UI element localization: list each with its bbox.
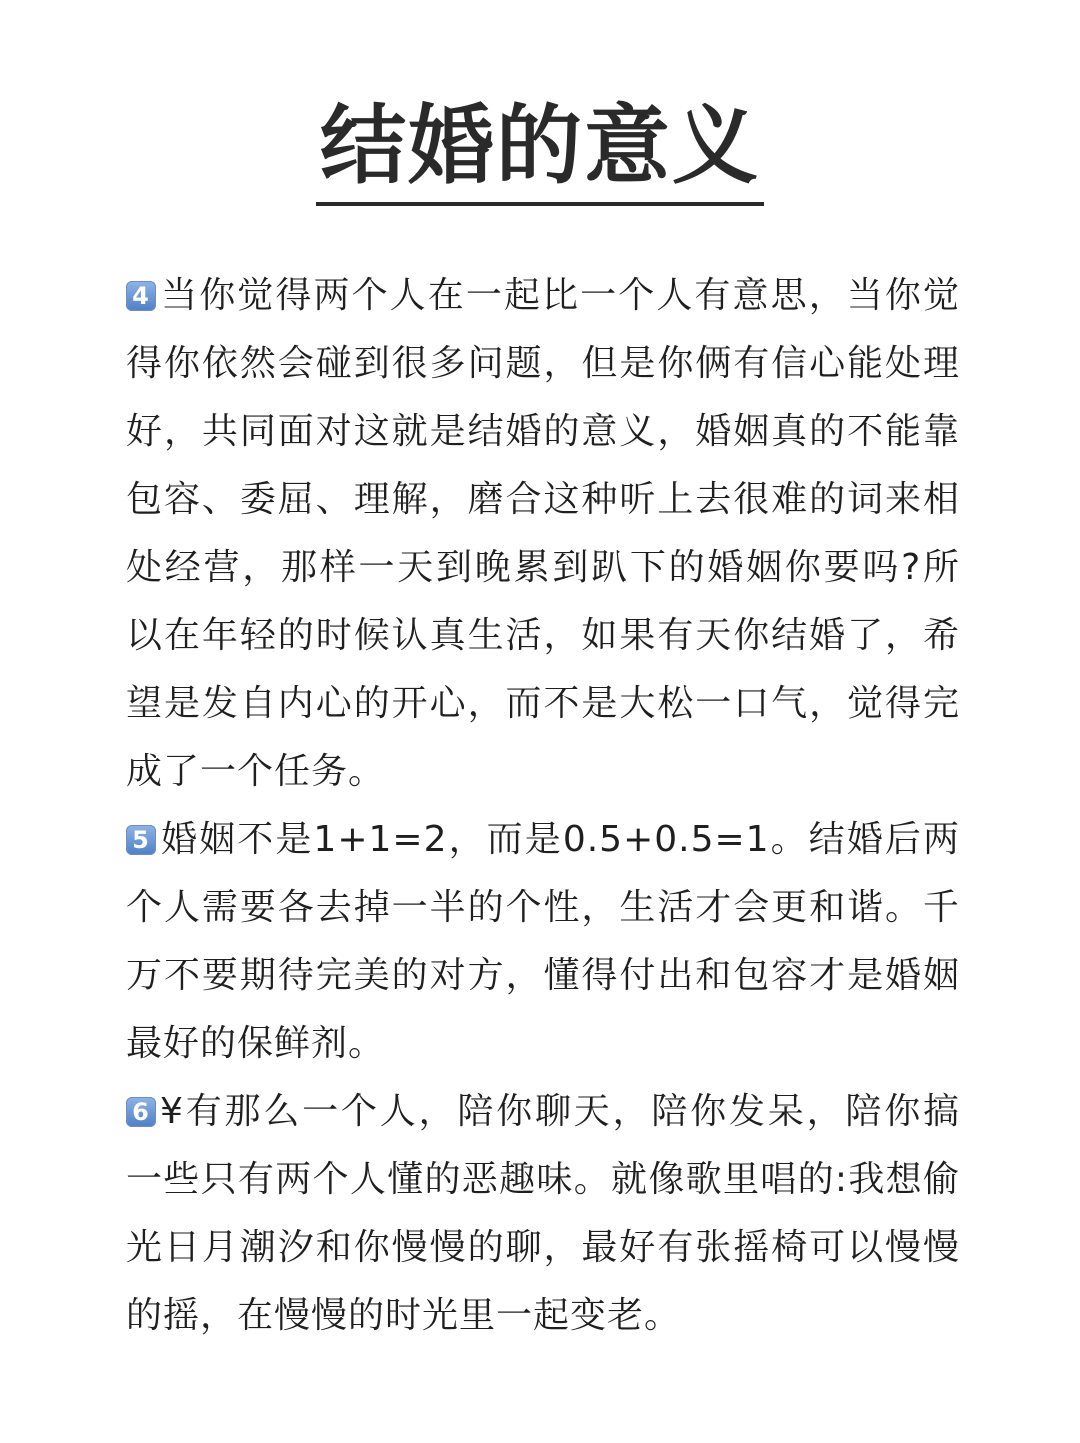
number-6-keycap-icon: 6 <box>126 1097 156 1127</box>
paragraph-6 <box>126 1078 960 1350</box>
article-body <box>126 262 960 1350</box>
paragraph-6-text: ¥有那么一个人，陪你聊天，陪你发呆，陪你搞一些只有两个人懂的恶趣味。就像歌里唱的:我想偷光日月潮汐和你慢慢的聊，最好有张摇椅可以慢慢的摇，在慢慢的时光里一起变老。 <box>126 1091 960 1336</box>
paragraph-5-text: 婚姻不是1+1=2，而是0.5+0.5=1。结婚后两个人需要各去掉一半的个性，生活才会更和谐。千万不要期待完美的对方，懂得付出和包容才是婚姻最好的保鲜剂。 <box>126 819 960 1064</box>
paragraph-4-text: 当你觉得两个人在一起比一个人有意思，当你觉得你依然会碰到很多问题，但是你俩有信心能处理好，共同面对这就是结婚的意义，婚姻真的不能靠包容、委屈、理解，磨合这种听上去很难的词来相处经营，那样一天到晚累到趴下的婚姻你要吗?所以在年轻的时候认真生活，如果有天你结婚了，希望是发自内心的开心，而不是大松一口气，觉得完成了一个任务。 <box>126 275 960 792</box>
paragraph-4 <box>126 262 960 806</box>
number-4-keycap-icon: 4 <box>126 281 156 311</box>
page-title: 结婚的意义 <box>316 96 764 206</box>
number-5-keycap-icon: 5 <box>126 825 156 855</box>
paragraph-5 <box>126 806 960 1078</box>
title-container <box>0 96 1080 206</box>
